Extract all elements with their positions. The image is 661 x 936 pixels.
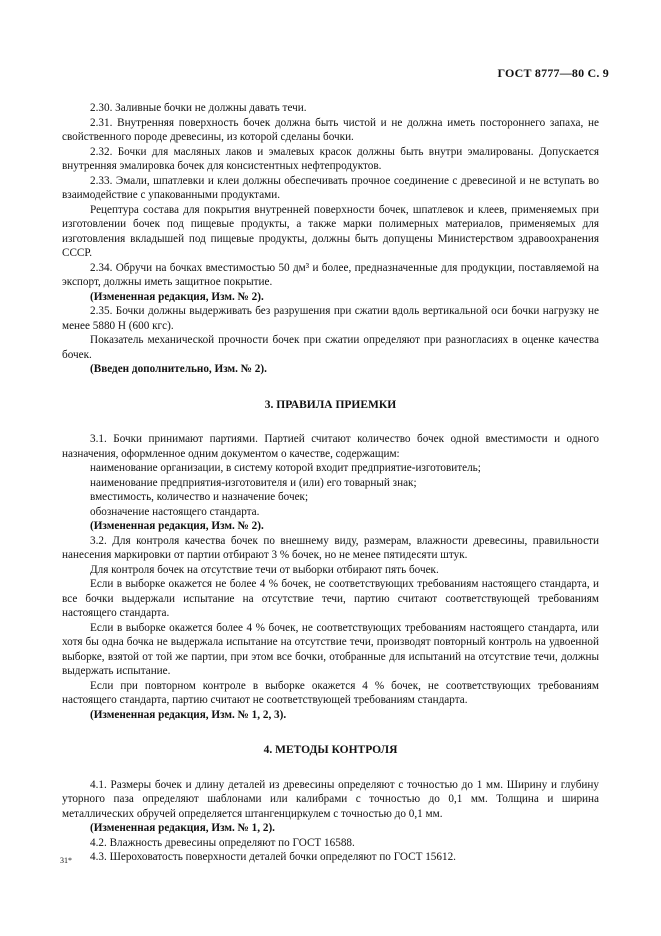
clause-2-35-strength: Показатель механической прочности бочек при сжатии определяют при разногласиях в оценке качества бочек. [62,334,599,361]
amendment-note: (Измененная редакция, Изм. № 1, 2, 3). [90,708,287,721]
clause-3-2: 3.2. Для контроля качества бочек по внешнему виду, размерам, влажности древесины, правильности нанесения маркировки от партии отбирают 3 % бочек, но не менее пятидесяти штук. [62,534,599,561]
amendment-note: (Измененная редакция, Изм. № 2). [90,520,264,532]
list-item: наименование предприятия-изготовителя и (или) его товарный знак; [90,476,417,489]
clause-4-2: 4.2. Влажность древесины определяют по ГОСТ 16588. [90,836,355,849]
amendment-note: (Измененная редакция, Изм. № 1, 2). [90,822,275,834]
section-title-acceptance: 3. ПРАВИЛА ПРИЕМКИ [264,398,397,411]
clause-3-2-leak: Для контроля бочек на отсутствие течи от выборки отбирают пять бочек. [90,563,439,576]
clause-3-2-retest: Если в выборке окажется более 4 % бочек, не соответствующих требованиям настоящего стандарта, или хотя бы одна бочка не выдержала испытание на отсутствие течи, производят повторный контроль на удвоенной выборке, взятой от той же партии, при этом все бочки, отобранные для испытаний на отсутствие течи, должны выдержать испытание. [62,621,599,677]
list-item: вместимость, количество и назначение бочек; [90,491,309,503]
clause-2-31: 2.31. Внутренняя поверхность бочек должна быть чистой и не должна иметь постороннего запаха, не свойственного породе древесины, из которой сделаны бочки. [62,116,599,143]
clause-3-2-fail: Если при повторном контроле в выборке окажется 4 % бочек, не соответствующих требованиям настоящего стандарта, партию считают не соответствующей требованиям стандарта. [62,679,599,706]
clause-2-32: 2.32. Бочки для масляных лаков и эмалевых красок должны быть внутри эмалированы. Допускается внутренняя эмалировка бочек для консистентных нефтепродуктов. [62,145,599,172]
amendment-note: (Введен дополнительно, Изм. № 2). [90,363,267,375]
clause-2-33-recipe: Рецептура состава для покрытия внутренней поверхности бочек, шпатлевок и клеев, применяемых при изготовлении бочек под пищевые продукты, а также марки полимерных материалов, применяемых для изготовления вкладышей под пищевые продукты, должны быть допущены Министерством здравоохранения СССР. [62,203,599,259]
list-item: наименование организации, в систему которой входит предприятие-изготовитель; [90,462,481,474]
clause-4-1: 4.1. Размеры бочек и длину деталей из древесины определяют с точностью до 1 мм. Ширину и глубину уторного паза определяют шаблонами или калибрами с точностью до 0,1 мм. Толщина и ширина металлических обручей определяется штангенциркулем с точностью до 0,1 мм. [62,778,599,820]
page-header: ГОСТ 8777—80 С. 9 [497,66,609,80]
page-footer-mark: 31* [60,856,72,865]
clause-3-1: 3.1. Бочки принимают партиями. Партией считают количество бочек одной вместимости и одного назначения, оформленное одним документом о качестве, содержащим: [62,433,599,460]
clause-4-3: 4.3. Шероховатость поверхности деталей бочки определяют по ГОСТ 15612. [90,851,456,863]
list-item: обозначение настоящего стандарта. [90,505,260,518]
clause-3-2-pass: Если в выборке окажется не более 4 % бочек, не соответствующих требованиям настоящего стандарта, и все бочки выдержали испытание на отсутствие течи, партию считают соответствующей требованиям настоящего стандарта. [62,578,599,619]
document-body [62,101,599,865]
clause-2-34: 2.34. Обручи на бочках вместимостью 50 дм³ и более, предназначенные для продукции, поставляемой на экспорт, должны иметь защитное покрытие. [62,261,599,288]
section-title-methods: 4. МЕТОДЫ КОНТРОЛЯ [263,744,398,756]
clause-2-35: 2.35. Бочки должны выдерживать без разрушения при сжатии вдоль вертикальной оси бочки нагрузку не менее 5880 Н (600 кгс). [62,305,599,332]
amendment-note: (Измененная редакция, Изм. № 2). [90,290,264,303]
clause-2-30: 2.30. Заливные бочки не должны давать течи. [90,102,307,114]
clause-2-33: 2.33. Эмали, шпатлевки и клеи должны обеспечивать прочное соединение с древесиной и не вступать во взаимодействие с упакованными продуктами. [62,174,599,201]
